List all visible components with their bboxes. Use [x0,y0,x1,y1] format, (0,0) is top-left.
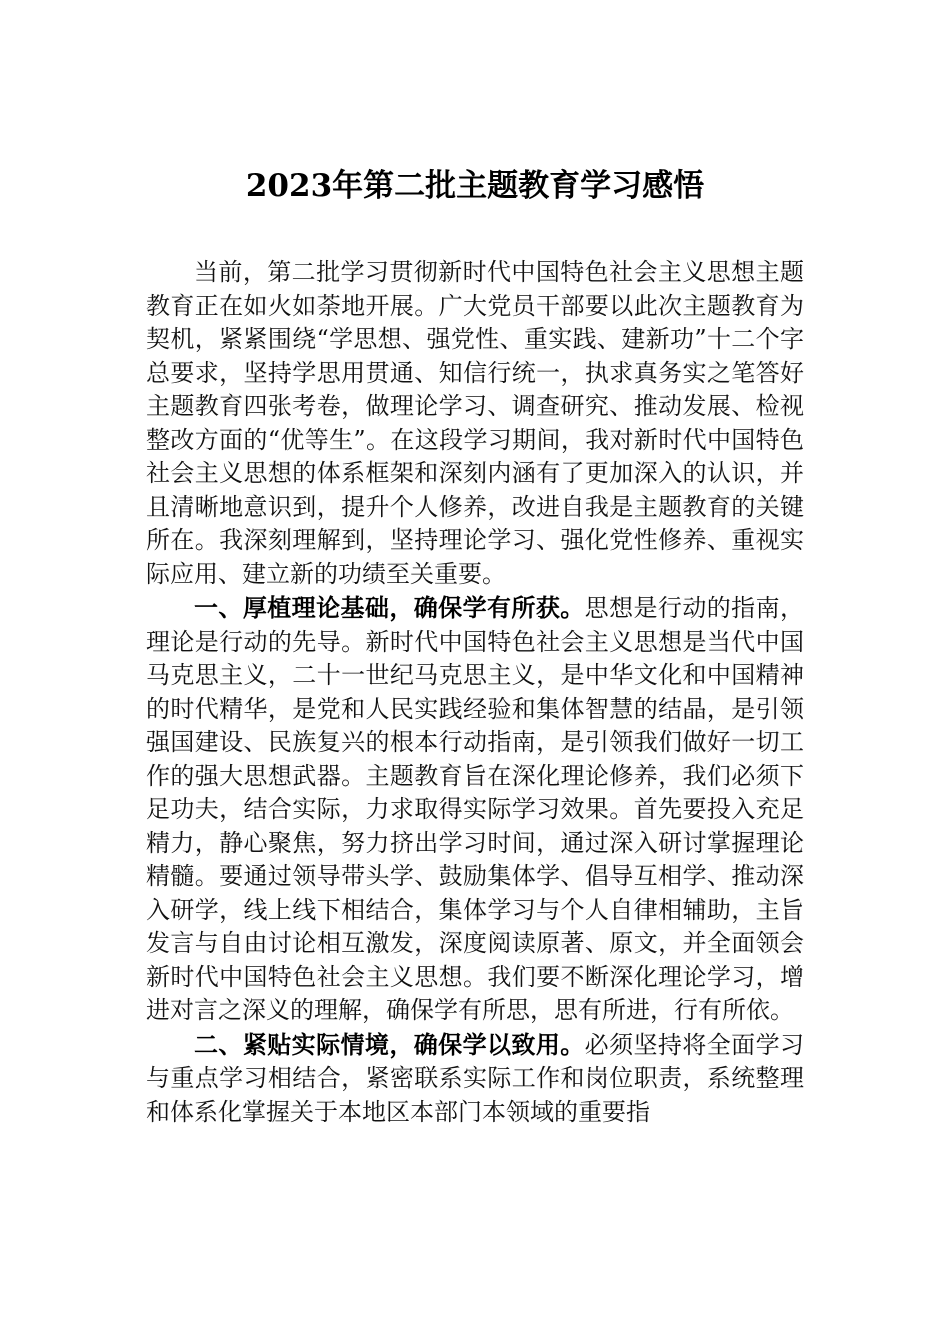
document-title: 2023年第二批主题教育学习感悟 [245,168,705,204]
paragraph-section-1 [146,591,804,1028]
document-body [146,255,804,1129]
paragraph-intro [146,255,804,591]
section-heading-2: 二、紧贴实际情境，确保学以致用。 [194,1029,585,1059]
paragraph-text: 思想是行动的指南，理论是行动的先导。新时代中国特色社会主义思想是当代中国马克思主义，二十一世纪马克思主义，是中华文化和中国精神的时代精华，是党和人民实践经验和集体智慧的结晶，是引领强国建设、民族复兴的根本行动指南，是引领我们做好一切工作的强大思想武器。主题教育旨在深化理论修养，我们必须下足功夫，结合实际，力求取得实际学习效果。首先要投入充足精力，静心聚焦，努力挤出学习时间，通过深入研讨掌握理论精髓。要通过领导带头学、鼓励集体学、倡导互相学、推动深入研学，线上线下相结合，集体学习与个人自律相辅助，主旨发言与自由讨论相互激发，深度阅读原著、原文，并全面领会新时代中国特色社会主义思想。我们要不断深化理论学习，增进对言之深义的理解，确保学有所思，思有所进，行有所依。 [146,594,805,1024]
paragraph-text: 当前，第二批学习贯彻新时代中国特色社会主义思想主题教育正在如火如荼地开展。广大党员干部要以此次主题教育为契机，紧紧围绕“学思想、强党性、重实践、建新功”十二个字总要求，坚持学思用贯通、知信行统一，执求真务实之笔答好主题教育四张考卷，做理论学习、调查研究、推动发展、检视整改方面的“优等生”。在这段学习期间，我对新时代中国特色社会主义思想的体系框架和深刻内涵有了更加深入的认识，并且清晰地意识到，提升个人修养，改进自我是主题教育的关键所在。我深刻理解到，坚持理论学习、强化党性修养、重视实际应用、建立新的功绩至关重要。 [146,258,804,588]
section-heading-1: 一、厚植理论基础，确保学有所获。 [194,593,585,622]
paragraph-text: 必须坚持将全面学习与重点学习相结合，紧密联系实际工作和岗位职责，系统整理和体系化掌握关于本地区本部门本领域的重要指 [146,1030,805,1126]
paragraph-section-2 [146,1028,804,1130]
